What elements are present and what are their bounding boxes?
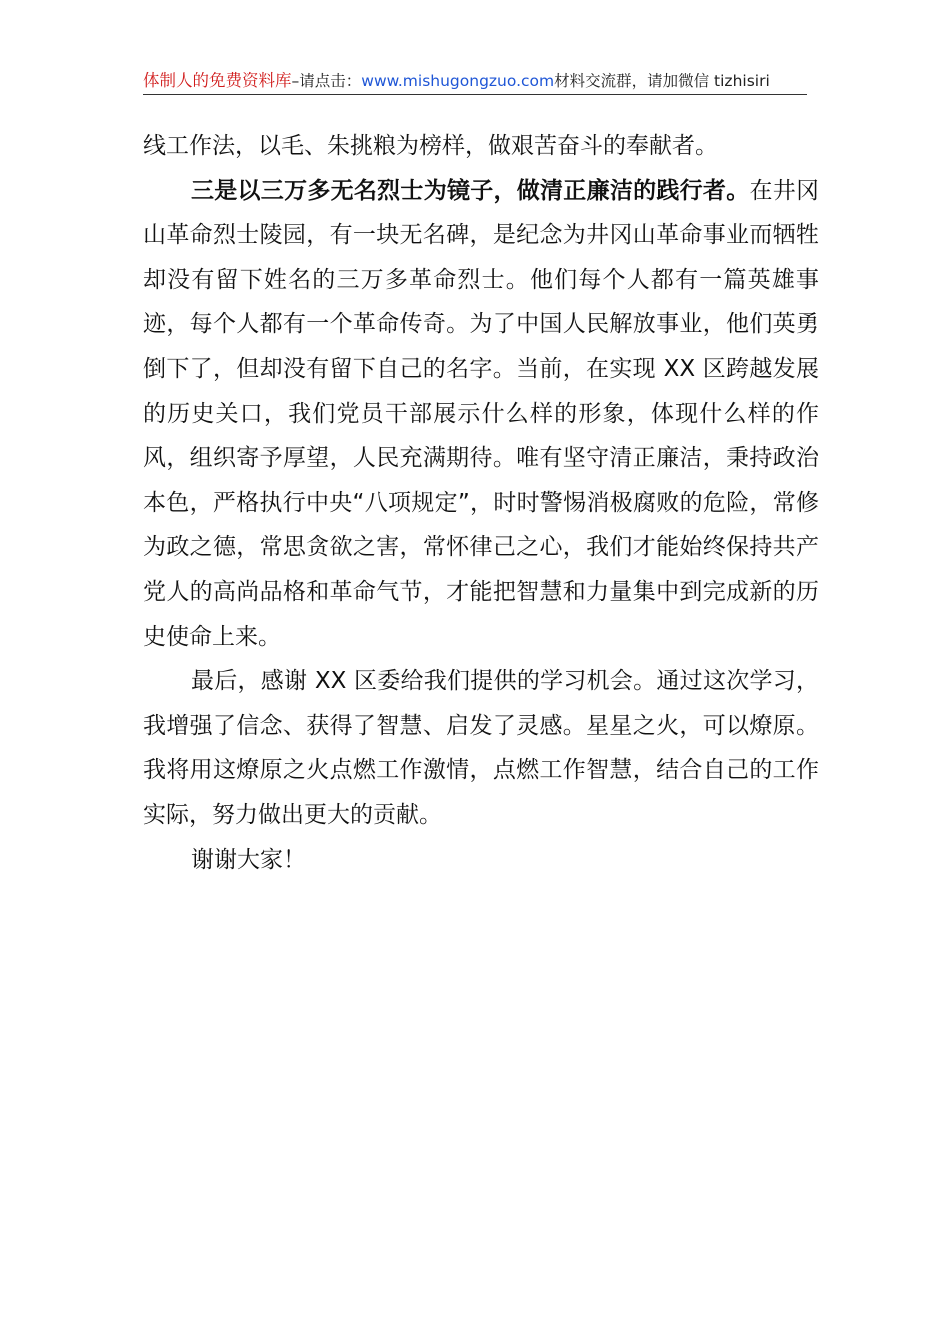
- header-brand: 体制人的免费资料库: [143, 71, 292, 90]
- document-body: [143, 124, 819, 882]
- paragraph-text: 谢谢大家！: [191, 846, 306, 873]
- paragraph-heading-bold: 三是以三万多无名烈士为镜子，做清正廉洁的践行者。: [191, 177, 750, 204]
- paragraph-closing: [143, 659, 819, 837]
- header-tail-text: 材料交流群，请加微信 tizhisiri: [554, 72, 770, 90]
- paragraph-continuation: [143, 124, 819, 169]
- header-url-link[interactable]: www.mishugongzuo.com: [361, 72, 555, 90]
- paragraph-text: 在井冈山革命烈士陵园，有一块无名碑，是纪念为井冈山革命事业而牺牲却没有留下姓名的三万多革命烈士。他们每个人都有一篇英雄事迹，每个人都有一个革命传奇。为了中国人民解放事业，他们英勇倒下了，但却没有留下自己的名字。当前，在实现 XX 区跨越发展的历史关口，我们党员干部展示什么样的形象，体现什么样的作风，组织寄予厚望，人民充满期待。唯有坚守清正廉洁，秉持政治本色，严格执行中央“八项规定”，时时警惕消极腐败的危险，常修为政之德，常思贪欲之害，常怀律己之心，我们才能始终保持共产党人的高尚品格和革命气节，才能把智慧和力量集中到完成新的历史使命上来。: [143, 177, 820, 650]
- paragraph-thanks: [143, 838, 819, 883]
- header-click-prefix: –请点击：: [291, 72, 362, 90]
- paragraph-point-three: [143, 169, 819, 660]
- paragraph-text: 最后，感谢 XX 区委给我们提供的学习机会。通过这次学习，我增强了信念、获得了智慧、启发了灵感。星星之火，可以燎原。我将用这燎原之火点燃工作激情，点燃工作智慧，结合自己的工作实际，努力做出更大的贡献。: [143, 668, 819, 828]
- page-header: [143, 68, 807, 95]
- paragraph-text: 线工作法，以毛、朱挑粮为榜样，做艰苦奋斗的奉献者。: [143, 133, 718, 159]
